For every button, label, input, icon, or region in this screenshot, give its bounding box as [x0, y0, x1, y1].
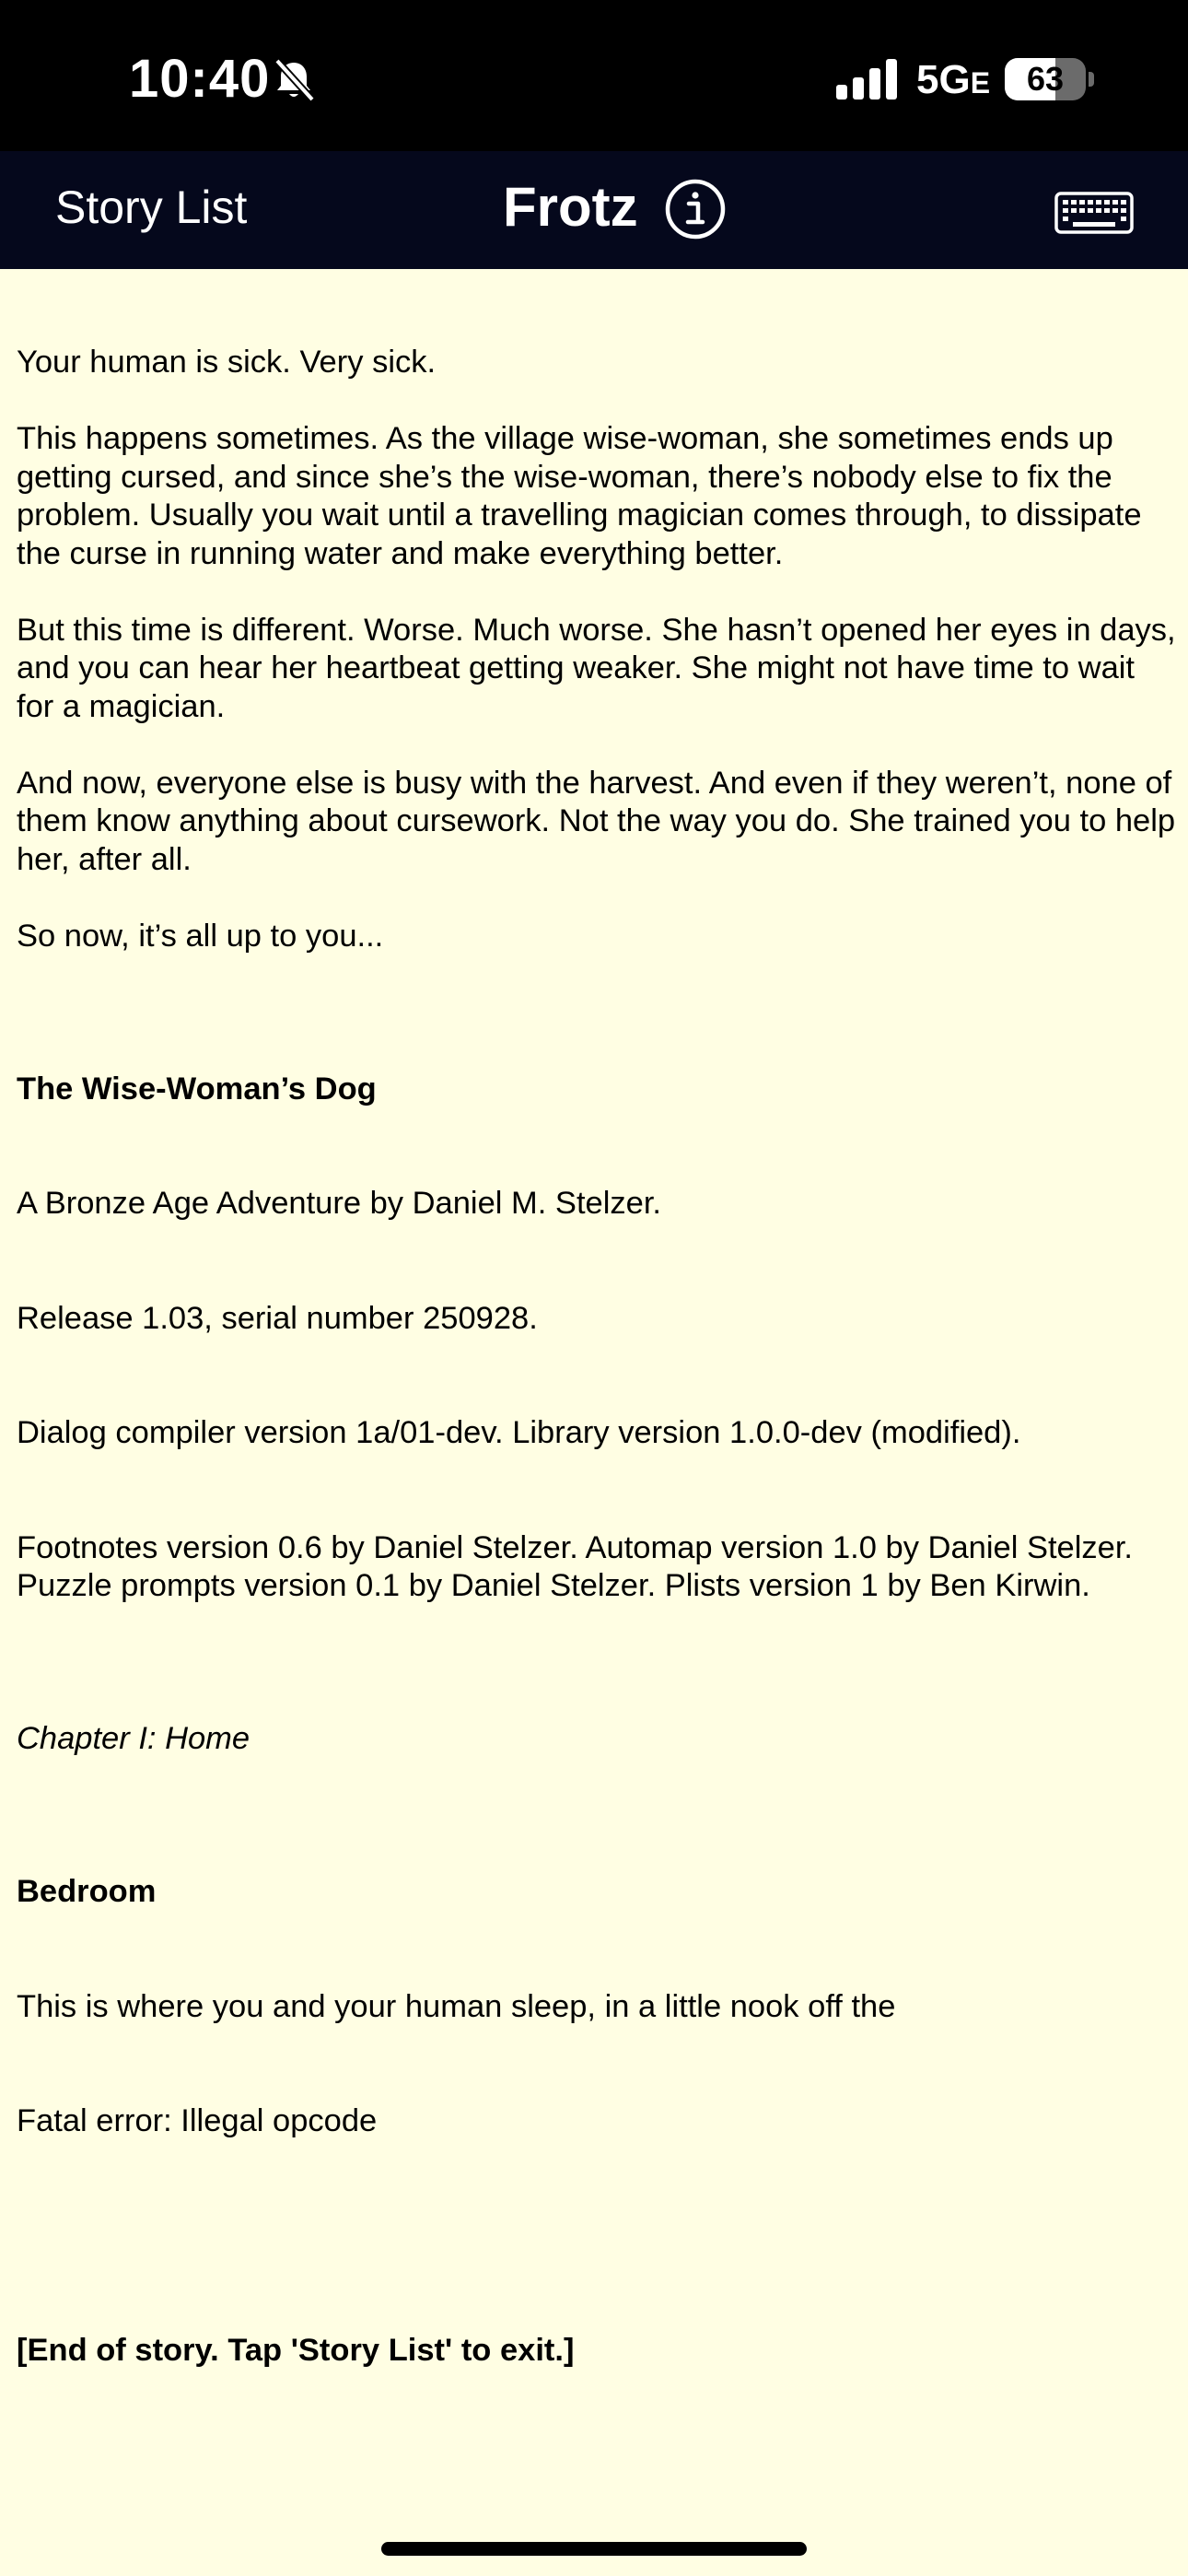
game-byline: A Bronze Age Adventure by Daniel M. Stelzer.: [17, 1186, 661, 1221]
network-type: 5G: [916, 57, 971, 102]
status-bar: [0, 0, 1188, 151]
story-transcript: [17, 344, 1185, 2408]
room-description: This is where you and your human sleep, in a little nook off the: [17, 1988, 896, 2024]
battery-level: 63: [1026, 60, 1065, 98]
game-header: [17, 994, 1179, 1682]
game-compiler: Dialog compiler version 1a/01-dev. Library version 1.0.0-dev (modified).: [17, 1415, 1021, 1450]
nav-bar: [0, 151, 1188, 269]
home-indicator[interactable]: [381, 2542, 807, 2556]
story-paragraph-3: And now, everyone else is busy with the harvest. And even if they weren’t, none of them know anything about cursework. Not the way you do. She trained you to help her, after all.: [17, 765, 1184, 877]
story-paragraph-4: So now, it’s all up to you...: [17, 918, 384, 954]
keyboard-icon[interactable]: [1054, 192, 1134, 234]
signal-icon: [836, 59, 899, 100]
game-release: Release 1.03, serial number 250928.: [17, 1300, 538, 1336]
room-name: Bedroom: [17, 1874, 157, 1909]
nav-title: Frotz: [503, 176, 638, 238]
chapter-heading: Chapter I: Home: [17, 1721, 250, 1756]
network-suffix: E: [970, 66, 991, 100]
room-block: [17, 1797, 1179, 2218]
network-label: [916, 57, 990, 103]
story-paragraph-2: But this time is different. Worse. Much worse. She hasn’t opened her eyes in days, and you can hear her heartbeat getting weaker. She might not have time to wait for a magician.: [17, 612, 1185, 724]
battery-nub: [1089, 72, 1094, 87]
info-icon[interactable]: [665, 179, 726, 240]
game-credits: Footnotes version 0.6 by Daniel Stelzer. Automap version 1.0 by Daniel Stelzer. Puzzle prompts version 0.1 by Daniel Stelzer. Plists version 1 by Ben Kirwin.: [17, 1529, 1142, 1603]
battery-icon: [1005, 58, 1086, 100]
error-message: Fatal error: Illegal opcode: [17, 2103, 378, 2138]
game-title: The Wise-Woman’s Dog: [17, 1071, 377, 1107]
story-paragraph-1: This happens sometimes. As the village wise-woman, she sometimes ends up getting cursed, and since she’s the wise-woman, there’s nobody else to fix the problem. Usually you wait until a travelling magician comes through, to dissipate the curse in running water and make everything better.: [17, 421, 1151, 571]
bell-slash-icon: [272, 57, 316, 103]
story-intro: Your human is sick. Very sick.: [17, 345, 437, 380]
status-time: 10:40: [129, 49, 271, 109]
blank-lines: [17, 2255, 1179, 2332]
end-of-story-message: [End of story. Tap 'Story List' to exit.]: [17, 2333, 575, 2368]
story-list-button[interactable]: Story List: [55, 181, 248, 233]
